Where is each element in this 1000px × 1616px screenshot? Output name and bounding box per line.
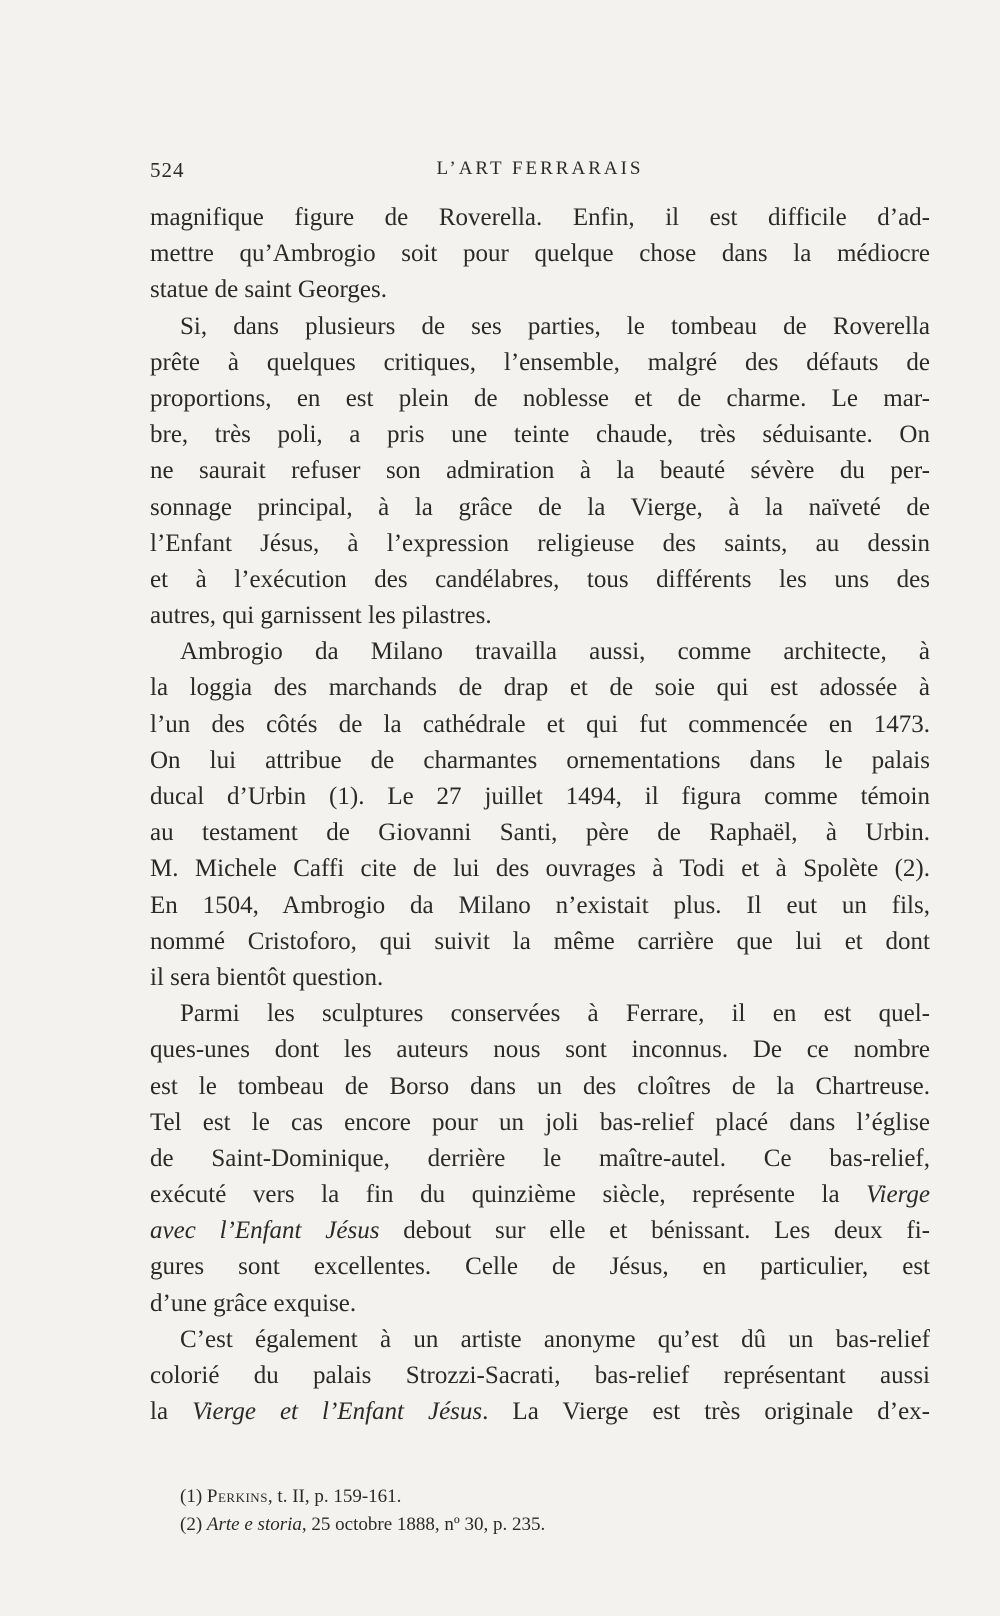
footnote-title: Arte e storia: [206, 1514, 302, 1535]
text-line: au testament de Giovanni Santi, père de Raphaël, à Urbin.: [150, 819, 930, 847]
text-line: [150, 1177, 930, 1213]
text-line: colorié du palais Strozzi-Sacrati, bas-relief représentant aussi: [150, 1362, 930, 1389]
text-line: est le tombeau de Borso dans un des cloîtres de la Chartreuse.: [150, 1072, 930, 1100]
footnote: [180, 1483, 780, 1511]
text-line: la loggia des marchands de drap et de soie qui est adossée à: [150, 674, 930, 702]
footnotes: [180, 1483, 780, 1539]
text-line: et à l’exécution des candélabres, tous différents les uns des: [150, 565, 930, 593]
footnote-text: , t. II, p. 159-161.: [267, 1486, 402, 1507]
text-line: sonnage principal, à la grâce de la Vierge, à la naïveté de: [150, 493, 930, 521]
footnote-number: (1): [180, 1486, 203, 1507]
text-run: la: [150, 1398, 193, 1426]
text-run: . La Vierge est très originale d’ex-: [482, 1398, 930, 1426]
text-line: prête à quelques critiques, l’ensemble, malgré des défauts de: [150, 348, 930, 376]
italic-title: avec l’Enfant Jésus: [150, 1217, 380, 1245]
footnote-text: , 25 octobre 1888, nº 30, p. 235.: [301, 1514, 546, 1535]
text-line: autres, qui garnissent les pilastres.: [150, 602, 492, 630]
text-line: l’un des côtés de la cathédrale et qui fut commencée en 1473.: [150, 710, 930, 738]
text-line: Parmi les sculptures conservées à Ferrare, il en est quel-: [180, 1000, 930, 1028]
text-line: M. Michele Caffi cite de lui des ouvrages à Todi et à Spolète (2).: [150, 855, 930, 883]
text-line: de Saint-Dominique, derrière le maître-autel. Ce bas-relief,: [150, 1144, 930, 1172]
page-number: 524: [150, 158, 185, 182]
text-line: il sera bientôt question.: [150, 963, 384, 991]
text-line: proportions, en est plein de noblesse et de charme. Le mar-: [150, 384, 930, 412]
footnote-author: Perkins: [206, 1486, 268, 1507]
text-line: C’est également à un artiste anonyme qu’est dû un bas-relief: [180, 1325, 930, 1353]
text-run: debout sur elle et bénissant. Les deux fi-: [379, 1217, 930, 1245]
italic-title: Vierge: [866, 1181, 930, 1209]
text-line: ques-unes dont les auteurs nous sont inconnus. De ce nombre: [150, 1036, 930, 1064]
text-line: l’Enfant Jésus, à l’expression religieuse des saints, au dessin: [150, 529, 930, 557]
text-line: En 1504, Ambrogio da Milano n’existait plus. Il eut un fils,: [150, 891, 930, 919]
text-line: Tel est le cas encore pour un joli bas-relief placé dans l’église: [150, 1108, 930, 1136]
text-line: On lui attribue de charmantes ornementations dans le palais: [150, 746, 930, 774]
text-line: mettre qu’Ambrogio soit pour quelque chose dans la médiocre: [150, 240, 930, 268]
text-line: d’une grâce exquise.: [150, 1289, 357, 1317]
text-line: Ambrogio da Milano travailla aussi, comme architecte, à: [180, 638, 930, 666]
running-title: L’ART FERRARAIS: [436, 158, 644, 179]
text-line: magnifique figure de Roverella. Enfin, il est difficile d’ad-: [150, 204, 930, 231]
text-line: ducal d’Urbin (1). Le 27 juillet 1494, il figura comme témoin: [150, 783, 930, 810]
text-line: nommé Cristoforo, qui suivit la même carrière que lui et dont: [150, 927, 930, 955]
text-line: [150, 1213, 930, 1249]
text-line: gures sont excellentes. Celle de Jésus, en particulier, est: [150, 1253, 930, 1281]
text-run: exécuté vers la fin du quinzième siècle, représente la: [150, 1181, 867, 1209]
text-line: ne saurait refuser son admiration à la beauté sévère du per-: [150, 457, 930, 485]
footnote-number: (2): [180, 1514, 203, 1535]
text-line: [150, 1394, 930, 1430]
text-line: Si, dans plusieurs de ses parties, le tombeau de Roverella: [180, 312, 930, 340]
body-text: [150, 200, 930, 1430]
page-header: [150, 158, 930, 192]
text-line: statue de saint Georges.: [150, 276, 387, 304]
text-line: bre, très poli, a pris une teinte chaude, très séduisante. On: [150, 421, 930, 449]
footnote: [180, 1511, 780, 1539]
italic-title: Vierge et l’Enfant Jésus: [192, 1398, 483, 1426]
